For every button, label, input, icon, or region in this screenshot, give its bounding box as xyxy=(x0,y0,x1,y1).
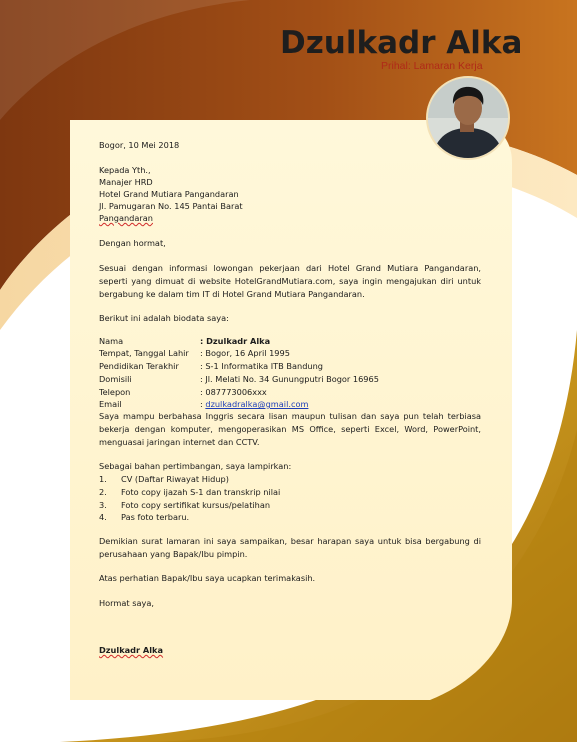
applicant-name-heading: Dzulkadr Alka xyxy=(280,25,523,61)
attachment-text: Foto copy ijazah S-1 dan transkrip nilai xyxy=(121,487,281,497)
paragraph-line: bergabung ke dalam tim IT di Hotel Grand Mutiara Pangandaran. xyxy=(99,289,365,299)
attachment-number: 3. xyxy=(99,500,107,510)
biodata-label: Telepon xyxy=(99,387,131,397)
paragraph-line: menguasai jaringan internet dan CCTV. xyxy=(99,437,260,447)
place-date: Bogor, 10 Mei 2018 xyxy=(99,140,180,150)
biodata-row xyxy=(99,374,379,385)
biodata-value: : 087773006xxx xyxy=(200,387,267,397)
biodata-value: : Bogor, 16 April 1995 xyxy=(200,348,290,358)
paragraph-line: Saya mampu berbahasa Inggris secara lisan maupun tulisan dan saya pun telah terbiasa xyxy=(99,411,481,421)
biodata-label: Domisili xyxy=(99,374,132,384)
attachment-text: Pas foto terbaru. xyxy=(121,512,190,522)
biodata-row xyxy=(99,348,290,359)
attachment-item xyxy=(99,500,270,511)
recipient-line: Pangandaran xyxy=(99,213,153,223)
recipient-line: Jl. Pamugaran No. 145 Pantai Barat xyxy=(99,201,243,211)
paragraph-line: perusahaan yang Bapak/Ibu pimpin. xyxy=(99,549,248,559)
recipient-line: Kepada Yth., xyxy=(99,165,151,175)
recipient-line: Manajer HRD xyxy=(99,177,153,187)
email-link[interactable]: dzulkadralka@gmail.com xyxy=(205,399,309,409)
attachment-item xyxy=(99,512,189,523)
paragraph-line: seperti yang dimuat di website HotelGrandMutiara.com, saya ingin mengajukan diri untuk xyxy=(99,276,481,286)
biodata-intro: Berikut ini adalah biodata saya: xyxy=(99,313,229,323)
recipient-line: Hotel Grand Mutiara Pangandaran xyxy=(99,189,239,199)
attachments-intro: Sebagai bahan pertimbangan, saya lampirkan: xyxy=(99,461,292,471)
biodata-row xyxy=(99,361,323,372)
biodata-row xyxy=(99,387,267,398)
attachment-text: Foto copy sertifikat kursus/pelatihan xyxy=(121,500,271,510)
biodata-value: : xyxy=(200,399,206,409)
biodata-label: Nama xyxy=(99,336,124,346)
biodata-value: : Dzulkadr Alka xyxy=(200,336,271,346)
paragraph-line: Sesuai dengan informasi lowongan pekerjaan dari Hotel Grand Mutiara Pangandaran, xyxy=(99,263,481,273)
letter-subject: Prihal: Lamaran Kerja xyxy=(381,60,483,72)
closing: Hormat saya, xyxy=(99,598,154,608)
attachment-number: 2. xyxy=(99,487,107,497)
biodata-label: Pendidikan Terakhir xyxy=(99,361,179,371)
thanks-line: Atas perhatian Bapak/Ibu saya ucapkan terimakasih. xyxy=(99,573,316,583)
biodata-row xyxy=(99,336,270,347)
attachment-number: 4. xyxy=(99,512,107,522)
biodata-value: : S-1 Informatika ITB Bandung xyxy=(200,361,323,371)
biodata-label: Tempat, Tanggal Lahir xyxy=(99,348,189,358)
biodata-row xyxy=(99,399,308,410)
attachment-text: CV (Daftar Riwayat Hidup) xyxy=(121,474,229,484)
attachment-number: 1. xyxy=(99,474,107,484)
salutation: Dengan hormat, xyxy=(99,238,166,248)
attachment-item xyxy=(99,474,229,485)
paragraph-line: bekerja dengan komputer, mengoperasikan MS Office, seperti Excel, Word, PowerPoint, xyxy=(99,424,481,434)
profile-photo xyxy=(426,76,510,160)
attachment-item xyxy=(99,487,280,498)
biodata-label: Email xyxy=(99,399,122,409)
signature-name: Dzulkadr Alka xyxy=(99,645,164,655)
paragraph-line: Demikian surat lamaran ini saya sampaikan, besar harapan saya untuk bisa bergabung di xyxy=(99,536,481,546)
biodata-value: : Jl. Melati No. 34 Gunungputri Bogor 16965 xyxy=(200,374,379,384)
